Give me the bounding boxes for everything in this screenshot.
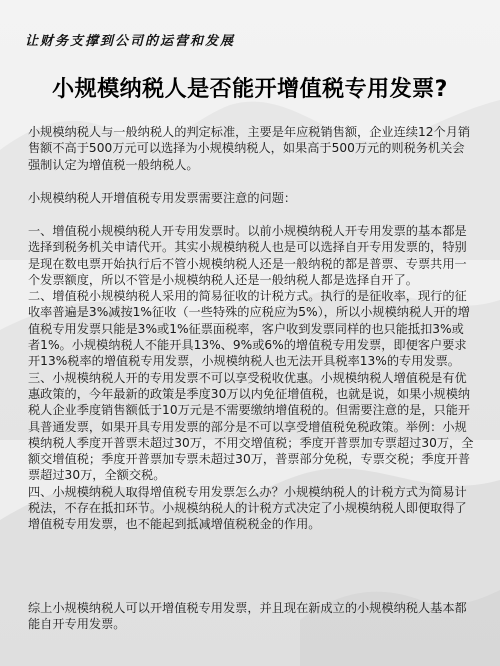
intro-paragraph: 小规模纳税人与一般纳税人的判定标准，主要是年应税销售额，企业连续12个月销售额不高于500万元可以选择为小规模纳税人，如果高于500万元的则税务机关会强制认定为增值税一般纳税人。 xyxy=(28,125,471,172)
lead-paragraph: 小规模纳税人开增值税专用发票需要注意的问题： xyxy=(28,191,297,205)
page-title: 小规模纳税人是否能开增值税专用发票? xyxy=(52,77,448,102)
article-points xyxy=(28,223,474,533)
point-3: 三、小规模纳税人开的专用发票不可以享受税收优惠。小规模纳税人增值税是有优惠政策的，今年最新的政策是季度30万以内免征增值税，也就是说，如果小规模纳税人企业季度销售额低于10万元是不需要缴纳增值税的。但需要注意的是，只能开具普通发票，如果开具专用发票的部分是不可以享受增值税免税政策。举例：小规模纳税人季度开普票未超过30万，不用交增值税；季度开普票加专票超过30万，全额交增值税；季度开普票加专票未超过30万，普票部分免税，专票交税；季度开普票超过30万，全额交税。 xyxy=(28,370,474,483)
article-lead xyxy=(28,190,474,206)
conclusion-paragraph: 综上小规模纳税人可以开增值税专用发票，并且现在新成立的小规模纳税人基本都能自开专用发票。 xyxy=(28,601,467,632)
article-conclusion xyxy=(28,600,474,633)
article-intro xyxy=(28,124,474,173)
point-2: 二、增值税小规模纳税人采用的简易征收的计税方式。执行的是征收率，现行的征收率普遍是3%减按1%征收（一些特殊的应税应为5%），所以小规模纳税人开的增值税专用发票只能是3%或1%征票面税率，客户收到发票同样的也只能抵扣3%或者1%。小规模纳税人不能开具13%、9%或6%的增值税专用发票，即便客户要求开13%税率的增值税专用发票，小规模纳税人也无法开具税率13%的专用发票。 xyxy=(28,289,470,369)
header-slogan: 让财务支撑到公司的运营和发展 xyxy=(25,34,236,49)
point-1: 一、增值税小规模纳税人开专用发票时。以前小规模纳税人开专用发票的基本都是选择到税务机关申请代开。其实小规模纳税人也是可以选择自开专用发票的，特别是现在数电票开始执行后不管小规模纳税人还是一般纳税的都是普票、专票共用一个发票额度，所以不管是小规模纳税人还是一般纳税人都是选择自开了。 xyxy=(28,224,467,287)
point-4: 四、小规模纳税人取得增值税专用发票怎么办？小规模纳税人的计税方式为简易计税法，不存在抵扣环节。小规模纳税人的计税方式决定了小规模纳税人即便取得了增值税专用发票，也不能起到抵减增值税税金的作用。 xyxy=(28,484,467,532)
